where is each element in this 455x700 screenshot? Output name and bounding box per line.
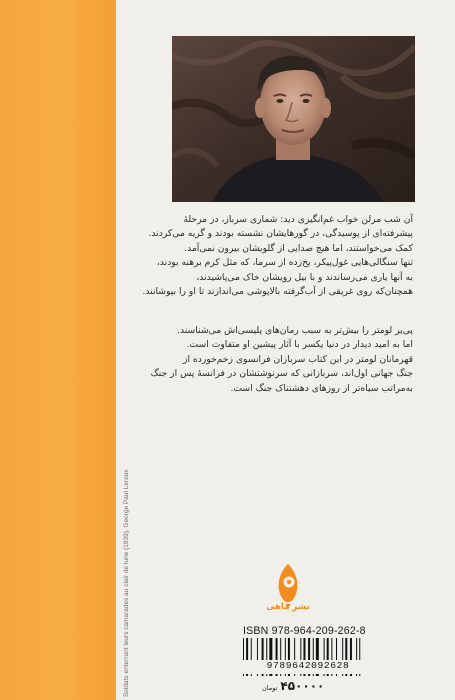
blurb-line: کمک می‌خواستند، اما هیچ صدایی از گلویشان بیرون نمی‌آمد.	[184, 242, 413, 254]
blurb-line: آن شب مرلن خواب غم‌انگیزی دید: شماری سرباز، در مرحلهٔ	[183, 214, 413, 225]
blurb-line: قهرمانان لومتر در این کتاب سربازان فرانسوی زخم‌خورده از	[183, 353, 413, 365]
price-unit: تومان	[262, 684, 278, 692]
blurb-line: پی‌یر لومتر را بیش‌تر به سبب رمان‌های پلیسی‌اش می‌شناسند.	[177, 325, 413, 336]
blurb-line: اما به امید دیدار در دنیا یکسر با آثار پیشین او متفاوت است.	[186, 339, 413, 351]
blurb-line: پیشرفته‌ای از پوسیدگی، در گورهایشان نشسته بودند و گریه می‌کردند.	[148, 228, 413, 240]
book-spine	[0, 0, 116, 700]
publisher-name: نشر ماهی	[266, 602, 310, 612]
blurb-line: به آنها یاری می‌رساندند و با بیل رویشان خاک می‌پاشیدند،	[196, 271, 413, 283]
author-photo	[172, 36, 415, 202]
barcode-digits: 9789642092628	[243, 660, 373, 674]
blurb-excerpt	[131, 213, 413, 299]
price-tag	[262, 679, 324, 693]
price-amount: ۴۵۰۰۰۰	[280, 679, 325, 693]
blurb-line: همچنان‌که روی غریقی از آب‌گرفته بالاپوشی می‌اندازند تا او را بپوشانند.	[142, 286, 413, 298]
author-photo-illustration	[172, 36, 415, 202]
blurb-line: تنها سنگالی‌هایی غول‌پیکر، یخ‌زده از سرما، که مثل کرم برهنه بودند،	[156, 257, 413, 269]
spine-credit: Soldats enterrant leurs camarades au clair de lune (1939), George Paul Leroux	[123, 469, 130, 697]
blurb-description	[131, 324, 413, 396]
isbn-label: ISBN 978-964-209-262-8	[243, 625, 366, 637]
blurb-line: به‌مراتب سیاه‌تر از روزهای دهشتناک جنگ است.	[230, 382, 413, 394]
blurb-line: جنگ جهانی اول‌اند، سربازانی که سرنوشتشان در فرانسهٔ پس از جنگ	[150, 368, 413, 380]
